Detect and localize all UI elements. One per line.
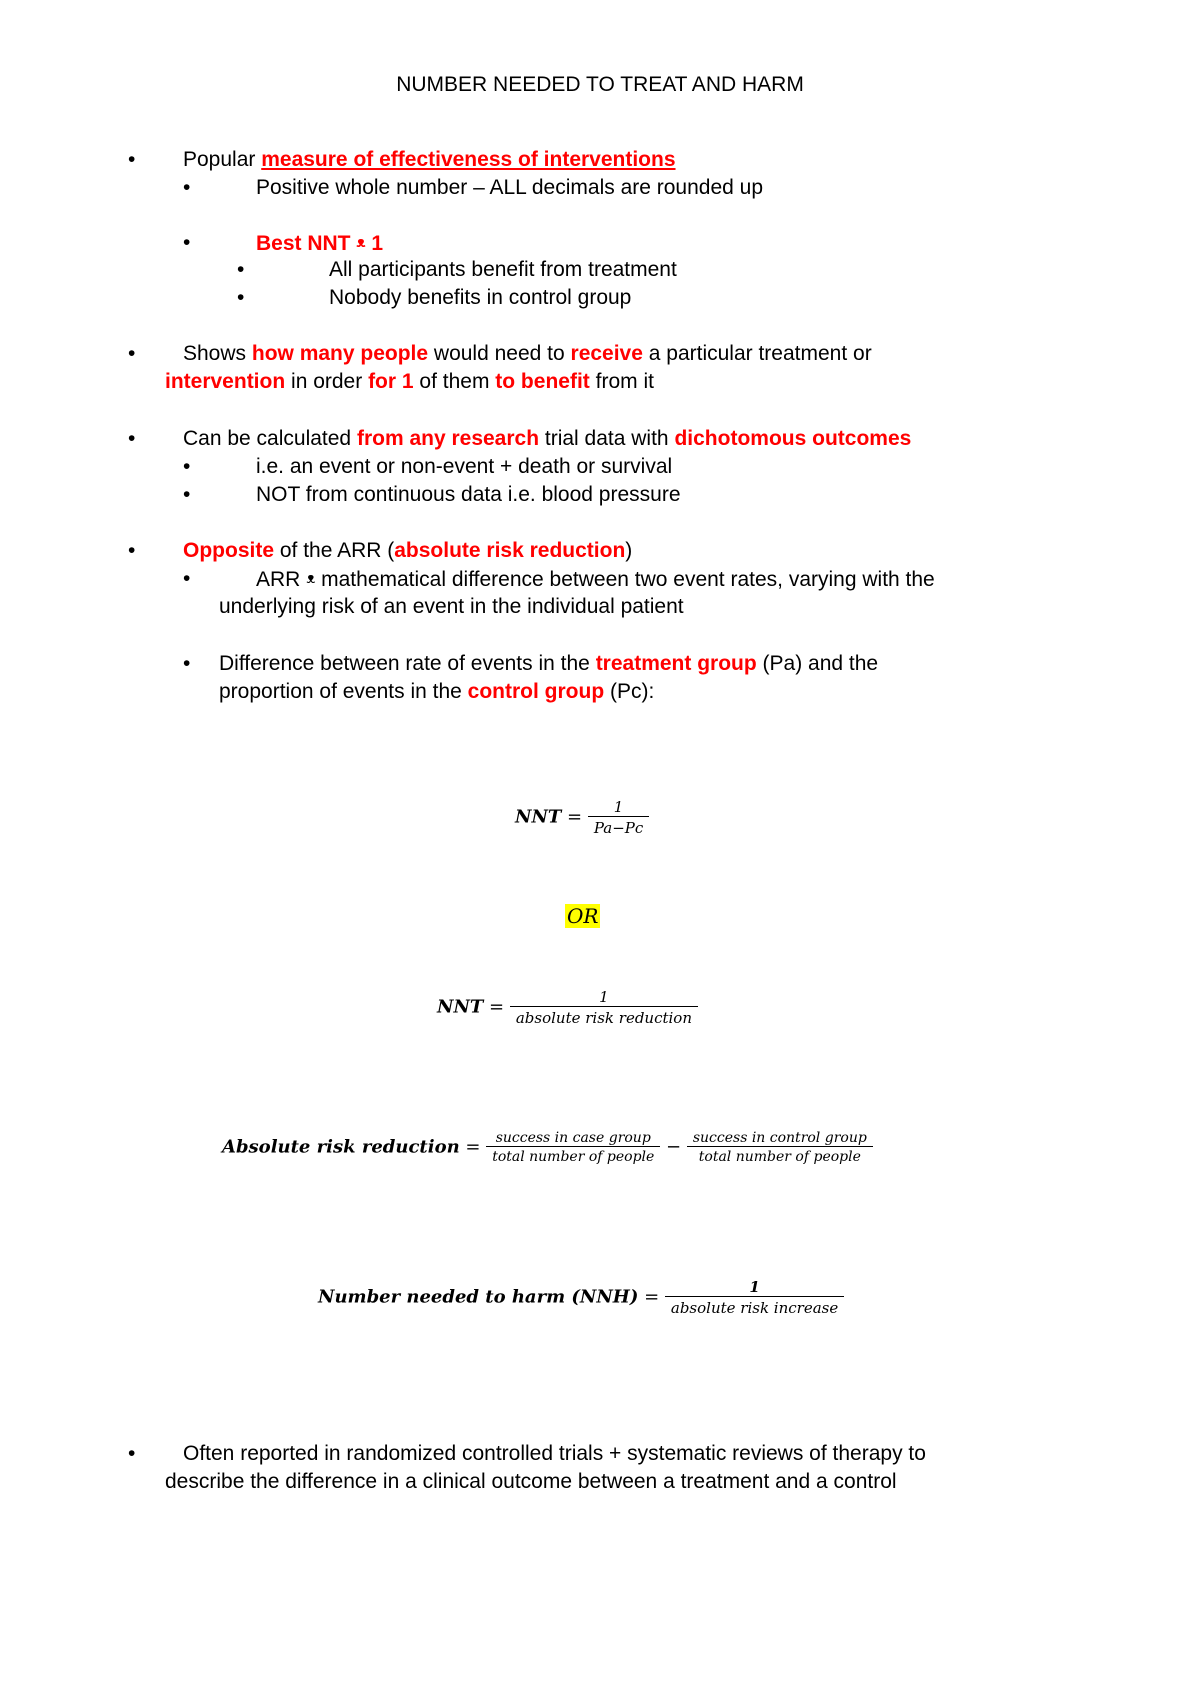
denominator: absolute risk increase [665,1296,844,1317]
bullet-event-non-event: i.e. an event or non-event + death or survival [256,455,673,478]
equation-lhs: NNT [515,806,562,828]
bullet-dot: • [237,258,245,281]
highlight-text: receive [570,342,643,365]
bullet-dot: • [183,483,191,506]
denominator: Pa−Pc [588,816,649,837]
equals-symbol: ᴥ [356,234,366,251]
fraction [588,798,649,837]
bullet-dot: • [183,652,191,675]
bullet-dot: • [237,286,245,309]
bullet-not-continuous: NOT from continuous data i.e. blood pressure [256,483,681,506]
text: ARR [256,568,307,591]
bullet-dot: • [183,567,191,590]
equals-sign: = [459,1136,487,1158]
bullet-whole-number: Positive whole number – ALL decimals are rounded up [256,176,764,199]
highlight-text: treatment group [595,652,757,675]
fraction [486,1130,660,1165]
numerator: success in case group [495,1130,651,1146]
highlight-text: for 1 [368,370,414,393]
highlight-text: control group [467,680,605,703]
equals-symbol: ᴥ [306,570,316,587]
or-label: OR [567,904,599,928]
text: of them [413,370,496,393]
text: Shows [183,342,252,365]
bullet-often-reported-line1: Often reported in randomized controlled trials + systematic reviews of therapy to [183,1442,926,1465]
bullet-difference-line2 [219,678,654,706]
bullet-opposite-arr [183,537,632,565]
text: (Pc): [604,680,655,703]
numerator: 1 [749,1278,760,1296]
highlight-text: how many people [251,342,429,365]
equation-lhs: Absolute risk reduction [222,1136,460,1158]
text: a particular treatment or [642,342,872,365]
denominator: total number of people [687,1146,873,1165]
equation-lhs: Number needed to harm (NNH) [318,1286,639,1308]
bullet-popular-measure [183,146,676,174]
text: would need to [428,342,571,365]
highlight-text: measure of effectiveness of interventions [261,148,676,171]
denominator: absolute risk reduction [510,1006,698,1027]
highlight-text: Opposite [183,539,275,562]
equals-sign: = [638,1286,665,1308]
text: mathematical difference between two event rates, varying with the [315,568,935,591]
bullet-all-benefit: All participants benefit from treatment [329,258,677,281]
text: from it [589,370,654,393]
text: trial data with [539,427,675,450]
bullet-best-nnt [256,229,383,258]
bullet-can-be-calculated [183,425,911,453]
equation-nnt-pa-pc [515,798,649,837]
equation-lhs: NNT [437,996,484,1018]
numerator: success in control group [692,1130,867,1146]
text: Best NNT [256,232,357,255]
page-title: NUMBER NEEDED TO TREAT AND HARM [396,73,804,96]
highlight-text: to benefit [495,370,590,393]
text: 1 [365,232,384,255]
denominator: total number of people [486,1146,660,1165]
bullet-dot: • [183,231,191,254]
text: of the ARR ( [274,539,395,562]
numerator: 1 [613,798,624,816]
bullet-dot: • [128,148,136,171]
bullet-dot: • [128,1442,136,1465]
highlight-text: dichotomous outcomes [674,427,912,450]
minus-sign: − [660,1136,687,1158]
bullet-dot: • [183,455,191,478]
bullet-shows-how-many-line2 [165,368,654,396]
text: Can be calculated [183,427,357,450]
bullet-shows-how-many-line1 [183,340,872,368]
bullet-dot: • [183,176,191,199]
equals-sign: = [483,996,510,1018]
fraction [665,1278,844,1317]
text: ) [625,539,633,562]
equals-sign: = [561,806,588,828]
bullet-dot: • [128,539,136,562]
highlight-text: from any research [356,427,540,450]
text: in order [285,370,369,393]
bullet-arr-definition-line1 [256,565,935,594]
bullet-dot: • [128,342,136,365]
equation-nnt-arr [437,988,698,1027]
text: Popular [183,148,262,171]
text: proportion of events in the [219,680,468,703]
fraction [687,1130,873,1165]
bullet-dot: • [128,427,136,450]
text: Difference between rate of events in the [219,652,596,675]
highlight-text: intervention [165,370,286,393]
highlight-text: absolute risk reduction [394,539,626,562]
bullet-difference-line1 [219,650,878,678]
bullet-nobody-benefits: Nobody benefits in control group [329,286,632,309]
bullet-arr-definition-line2: underlying risk of an event in the individual patient [219,595,684,618]
fraction [510,988,698,1027]
bullet-often-reported-line2: describe the difference in a clinical outcome between a treatment and a control [165,1470,897,1493]
text: (Pa) and the [756,652,879,675]
equation-nnh [318,1278,844,1317]
equation-absolute-risk-reduction [222,1130,873,1165]
numerator: 1 [599,988,609,1006]
